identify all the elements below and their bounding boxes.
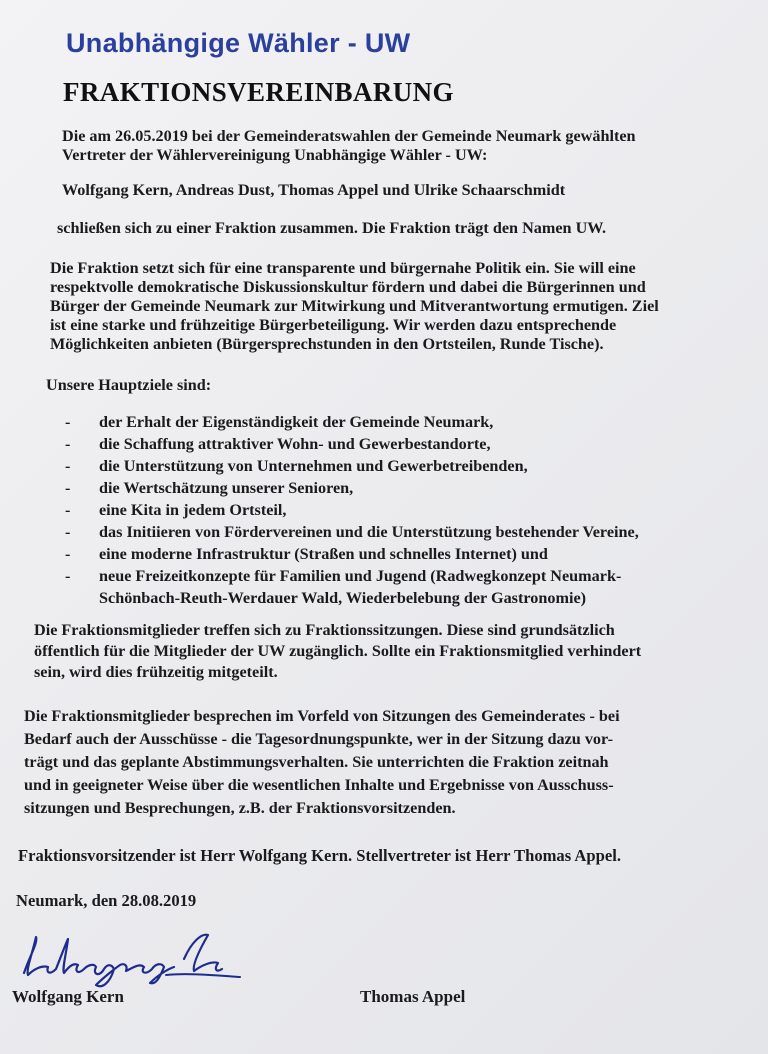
document-title: FRAKTIONSVEREINBARUNG — [63, 77, 454, 107]
intro-line-2: Vertreter der Wählervereinigung Unabhängige Wähler - UW: — [62, 146, 488, 164]
meetings-line-1: Die Fraktionsmitglieder treffen sich zu Fraktionssitzungen. Diese sind grundsätzlich — [34, 621, 615, 639]
place-and-date: Neumark, den 28.08.2019 — [16, 891, 197, 910]
intro-line-1: Die am 26.05.2019 bei der Gemeinderatswahlen der Gemeinde Neumark gewählten — [62, 127, 636, 145]
meetings-line-3: sein, wird dies frühzeitig mitgeteilt. — [34, 663, 278, 681]
politics-line-2: respektvolle demokratische Diskussionskultur fördern und dabei die Bürgerinnen und — [50, 278, 646, 296]
politics-line-4: ist eine starke und frühzeitige Bürgerbeteiligung. Wir werden dazu entsprechende — [50, 316, 617, 334]
handwritten-signature — [16, 925, 246, 995]
meetings-line-2: öffentlich für die Mitglieder der UW zugänglich. Sollte ein Fraktionsmitglied verhindert — [34, 642, 642, 660]
organization-heading: Unabhängige Wähler - UW — [66, 28, 411, 58]
preparation-line-3: trägt und das geplante Abstimmungsverhalten. Sie unterrichten die Fraktion zeitnah — [24, 753, 609, 771]
members-list: Wolfgang Kern, Andreas Dust, Thomas Appel und Ulrike Schaarschmidt — [62, 181, 566, 199]
leadership-statement: Fraktionsvorsitzender ist Herr Wolfgang Kern. Stellvertreter ist Herr Thomas Appel. — [18, 846, 621, 865]
preparation-line-2: Bedarf auch der Ausschüsse - die Tagesordnungspunkte, wer in der Sitzung dazu vor- — [24, 730, 613, 748]
politics-line-3: Bürger der Gemeinde Neumark zur Mitwirkung und Mitverantwortung ermutigen. Ziel — [50, 297, 659, 315]
politics-line-5: Möglichkeiten anbieten (Bürgersprechstunden in den Ortsteilen, Runde Tische). — [50, 335, 604, 353]
signatory-left: Wolfgang Kern — [12, 987, 124, 1006]
preparation-line-4: und in geeigneter Weise über die wesentlichen Inhalte und Ergebnisse von Ausschuss- — [24, 776, 614, 794]
preparation-line-1: Die Fraktionsmitglieder besprechen im Vorfeld von Sitzungen des Gemeinderates - bei — [24, 707, 620, 725]
goals-heading: Unsere Hauptziele sind: — [46, 376, 212, 394]
politics-line-1: Die Fraktion setzt sich für eine transparente und bürgernahe Politik ein. Sie will eine — [50, 259, 636, 277]
formation-statement: schließen sich zu einer Fraktion zusammen. Die Fraktion trägt den Namen UW. — [57, 219, 607, 237]
preparation-line-5: sitzungen und Besprechungen, z.B. der Fraktionsvorsitzenden. — [24, 799, 456, 817]
signatory-right: Thomas Appel — [360, 987, 466, 1006]
document-page: Unabhängige Wähler - UW FRAKTIONSVEREINBARUNG Die am 26.05.2019 bei der Gemeinderatswahlen der Gemeinde Neumark gewählten Vertreter der Wählervereinigung Unabhängige Wähler - UW: Wolfgang Kern, Andreas Dust, Thomas Appel und Ulrike Schaarschmidt schließen sich zu einer Fraktion zusammen. Die Fraktion trägt den Namen UW. Die Fraktion setzt sich für eine transparente und bürgernahe Politik ein. Sie will eine respektvolle demokratische Diskussionskultur fördern und dabei die Bürgerinnen und Bürger der Gemeinde Neumark zur Mitwirkung und Mitverantwortung ermutigen. Ziel ist eine starke und frühzeitige Bürgerbeteiligung. Wir werden dazu entsprechende Möglichkeiten anbieten (Bürgersprechstunden in den Ortsteilen, Runde Tische). Unsere Hauptziele sind: - der Erhalt der Eigenständigkeit der Gemeinde Neumark, - die Schaffung attraktiver Wohn- und Gewerbestandorte, - die Unterstützung von Unternehmen und Gewerbetreibenden, - die Wertschätzung unserer Senioren, - eine Kita in jedem Ortsteil, - das Initiieren von Fördervereinen und die Unterstützung bestehender Vereine, - eine moderne Infrastruktur (Straßen und schnelles Internet) und - neue Freizeitkonzepte für Familien und Jugend (Radwegkonzept Neumark- Schönbach-Reuth-Werdauer Wald, Wiederbelebung der Gastronomie) Die Fraktionsmitglieder treffen sich zu Fraktionssitzungen. Diese sind grundsätzlich öffentlich für die Mitglieder der UW zugänglich. Sollte ein Fraktionsmitglied verhindert sein, wird dies frühzeitig mitgeteilt. Die Fraktionsmitglieder besprechen im Vorfeld von Sitzungen des Gemeinderates - bei Bedarf auch der Ausschüsse - die Tagesordnungspunkte, wer in der Sitzung dazu vor- trägt und das geplante Abstimmungsverhalten. Sie unterrichten die Fraktion zeitnah und in geeigneter Weise über die wesentlichen Inhalte und Ergebnisse von Ausschuss- sitzungen und Besprechungen, z.B. der Fraktionsvorsitzenden. Fraktionsvorsitzender ist Herr Wolfgang Kern. Stellvertreter ist Herr Thomas Appel. Neumark, den 28.08.2019 Wolfgang Kern Thomas Appel — [12, 28, 659, 1006]
